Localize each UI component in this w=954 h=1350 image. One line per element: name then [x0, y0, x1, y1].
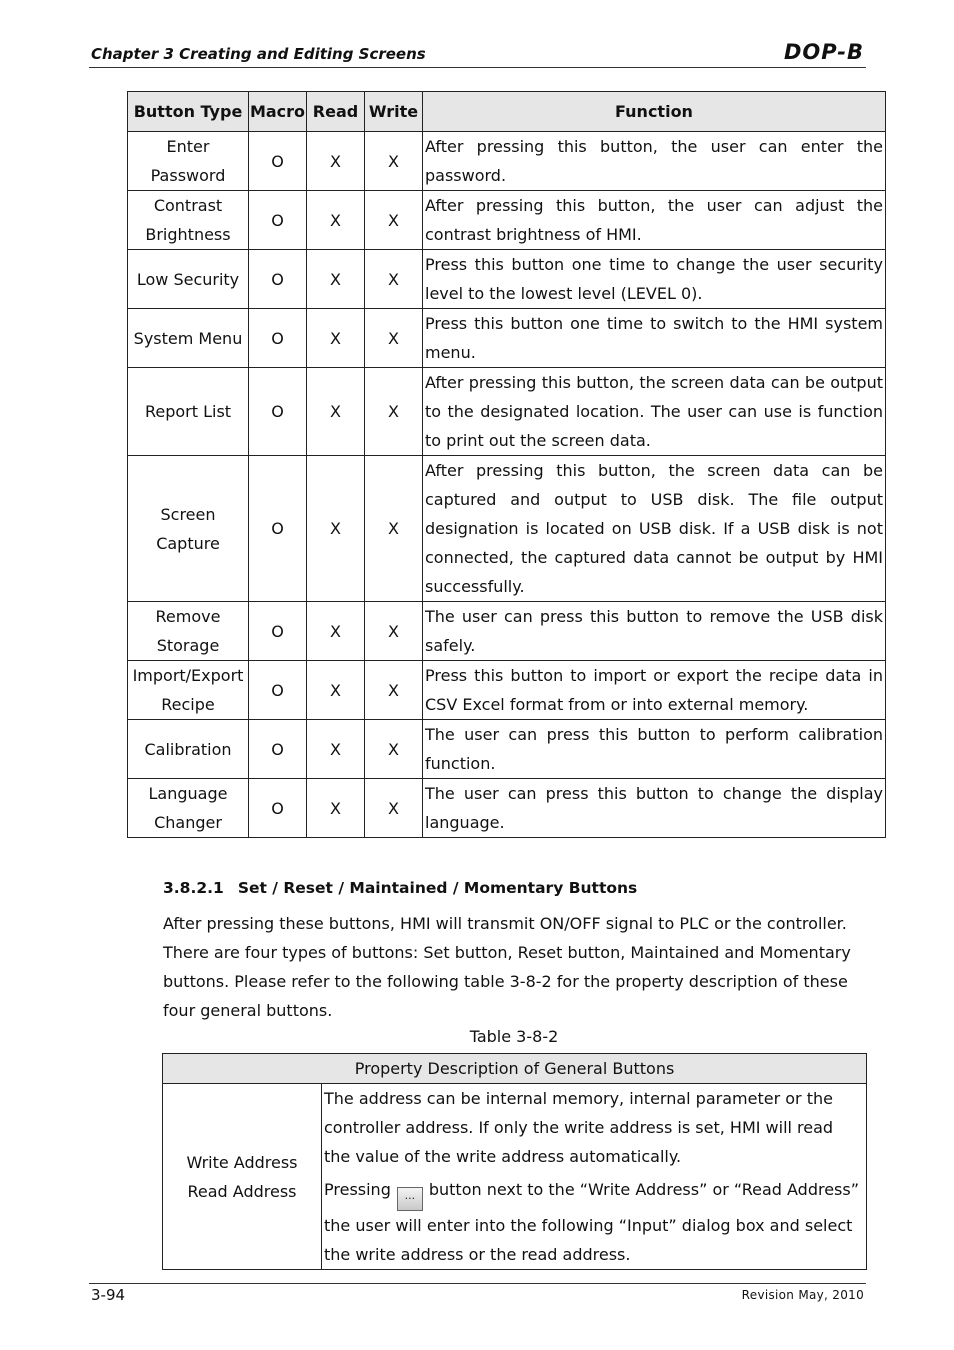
column-header-macro: Macro	[249, 92, 307, 132]
section-heading	[163, 879, 637, 897]
cell-function: Press this button to import or export the recipe data in CSV Excel format from or into external memory.	[423, 661, 886, 720]
desc-pressing: Pressing	[324, 1180, 391, 1199]
cell-function: After pressing this button, the screen data can be captured and output to USB disk. The file output designation is located on USB disk. If a USB disk is not connected, the captured data cannot be output by HMI successfully.	[423, 456, 886, 602]
table-caption: Table 3-8-2	[469, 1027, 559, 1046]
cell-button-type: Calibration	[128, 720, 249, 779]
cell-write: X	[365, 661, 423, 720]
description-paragraph-2	[324, 1171, 864, 1269]
button-types-table	[127, 91, 886, 838]
cell-macro: O	[249, 720, 307, 779]
cell-read: X	[307, 368, 365, 456]
cell-macro: O	[249, 661, 307, 720]
table-header-row	[163, 1054, 867, 1084]
cell-read: X	[307, 250, 365, 309]
cell-write: X	[365, 456, 423, 602]
desc-rest: button next to the “Write Address” or “Read Address” the user will enter into the following “Input” dialog box and select the write address or the read address.	[324, 1180, 859, 1264]
description-paragraph: The address can be internal memory, internal parameter or the controller address. If only the write address is set, HMI will read the value of the write address automatically.	[324, 1089, 834, 1166]
cell-button-type: Import/Export Recipe	[128, 661, 249, 720]
revision-date: Revision May, 2010	[741, 1288, 864, 1302]
cell-function: After pressing this button, the user can enter the password.	[423, 132, 886, 191]
table-header-row	[128, 92, 886, 132]
cell-button-type: Language Changer	[128, 779, 249, 838]
cell-read: X	[307, 309, 365, 368]
table-row	[163, 1084, 867, 1270]
chapter-title: Chapter 3 Creating and Editing Screens	[91, 45, 426, 63]
table-row	[128, 661, 886, 720]
general-buttons-property-table	[162, 1053, 867, 1270]
table-row	[128, 720, 886, 779]
cell-read: X	[307, 602, 365, 661]
cell-button-type: Enter Password	[128, 132, 249, 191]
cell-macro: O	[249, 456, 307, 602]
table-row	[128, 456, 886, 602]
column-header-write: Write	[365, 92, 423, 132]
cell-button-type: Low Security	[128, 250, 249, 309]
table-row	[128, 779, 886, 838]
footer-divider	[89, 1283, 866, 1284]
table-row	[128, 191, 886, 250]
cell-read: X	[307, 132, 365, 191]
cell-write: X	[365, 368, 423, 456]
cell-read: X	[307, 661, 365, 720]
property-label	[163, 1084, 322, 1270]
cell-macro: O	[249, 779, 307, 838]
section-title: Set / Reset / Maintained / Momentary Buttons	[237, 879, 638, 897]
cell-function: After pressing this button, the user can adjust the contrast brightness of HMI.	[423, 191, 886, 250]
cell-write: X	[365, 779, 423, 838]
column-header-function: Function	[423, 92, 886, 132]
cell-write: X	[365, 250, 423, 309]
cell-write: X	[365, 720, 423, 779]
cell-read: X	[307, 456, 365, 602]
cell-write: X	[365, 602, 423, 661]
section-paragraph: After pressing these buttons, HMI will transmit ON/OFF signal to PLC or the controller. There are four types of buttons: Set button, Reset button, Maintained and Momentary buttons. Please refer to the following table 3-8-2 for the property description of these four general buttons.	[163, 914, 851, 1020]
cell-function: Press this button one time to change the user security level to the lowest level (LEVEL 0).	[423, 250, 886, 309]
cell-button-type: Remove Storage	[128, 602, 249, 661]
table-row	[128, 602, 886, 661]
cell-write: X	[365, 309, 423, 368]
column-header-read: Read	[307, 92, 365, 132]
label-write-address: Write Address	[186, 1152, 298, 1172]
cell-function: The user can press this button to perform calibration function.	[423, 720, 886, 779]
cell-macro: O	[249, 250, 307, 309]
cell-macro: O	[249, 309, 307, 368]
property-description	[322, 1084, 867, 1270]
cell-function: The user can press this button to remove the USB disk safely.	[423, 602, 886, 661]
table-row	[128, 250, 886, 309]
cell-macro: O	[249, 191, 307, 250]
cell-button-type: Screen Capture	[128, 456, 249, 602]
cell-read: X	[307, 191, 365, 250]
page-number: 3-94	[91, 1286, 126, 1304]
table-row	[128, 309, 886, 368]
cell-macro: O	[249, 602, 307, 661]
cell-function: Press this button one time to switch to the HMI system menu.	[423, 309, 886, 368]
cell-macro: O	[249, 368, 307, 456]
cell-read: X	[307, 720, 365, 779]
cell-read: X	[307, 779, 365, 838]
header-divider	[89, 67, 866, 68]
cell-function: After pressing this button, the screen data can be output to the designated location. The user can use is function to print out the screen data.	[423, 368, 886, 456]
cell-write: X	[365, 132, 423, 191]
cell-macro: O	[249, 132, 307, 191]
table-row	[128, 368, 886, 456]
table-row	[128, 132, 886, 191]
cell-function: The user can press this button to change the display language.	[423, 779, 886, 838]
section-number: 3.8.2.1	[163, 879, 224, 897]
column-header-button-type: Button Type	[128, 92, 249, 132]
brand-logo: DOP-B	[784, 40, 865, 64]
browse-button-icon: ...	[397, 1187, 423, 1211]
cell-button-type: System Menu	[128, 309, 249, 368]
cell-button-type: Report List	[128, 368, 249, 456]
cell-write: X	[365, 191, 423, 250]
property-table-header: Property Description of General Buttons	[163, 1054, 867, 1084]
label-read-address: Read Address	[187, 1181, 297, 1201]
cell-button-type: Contrast Brightness	[128, 191, 249, 250]
